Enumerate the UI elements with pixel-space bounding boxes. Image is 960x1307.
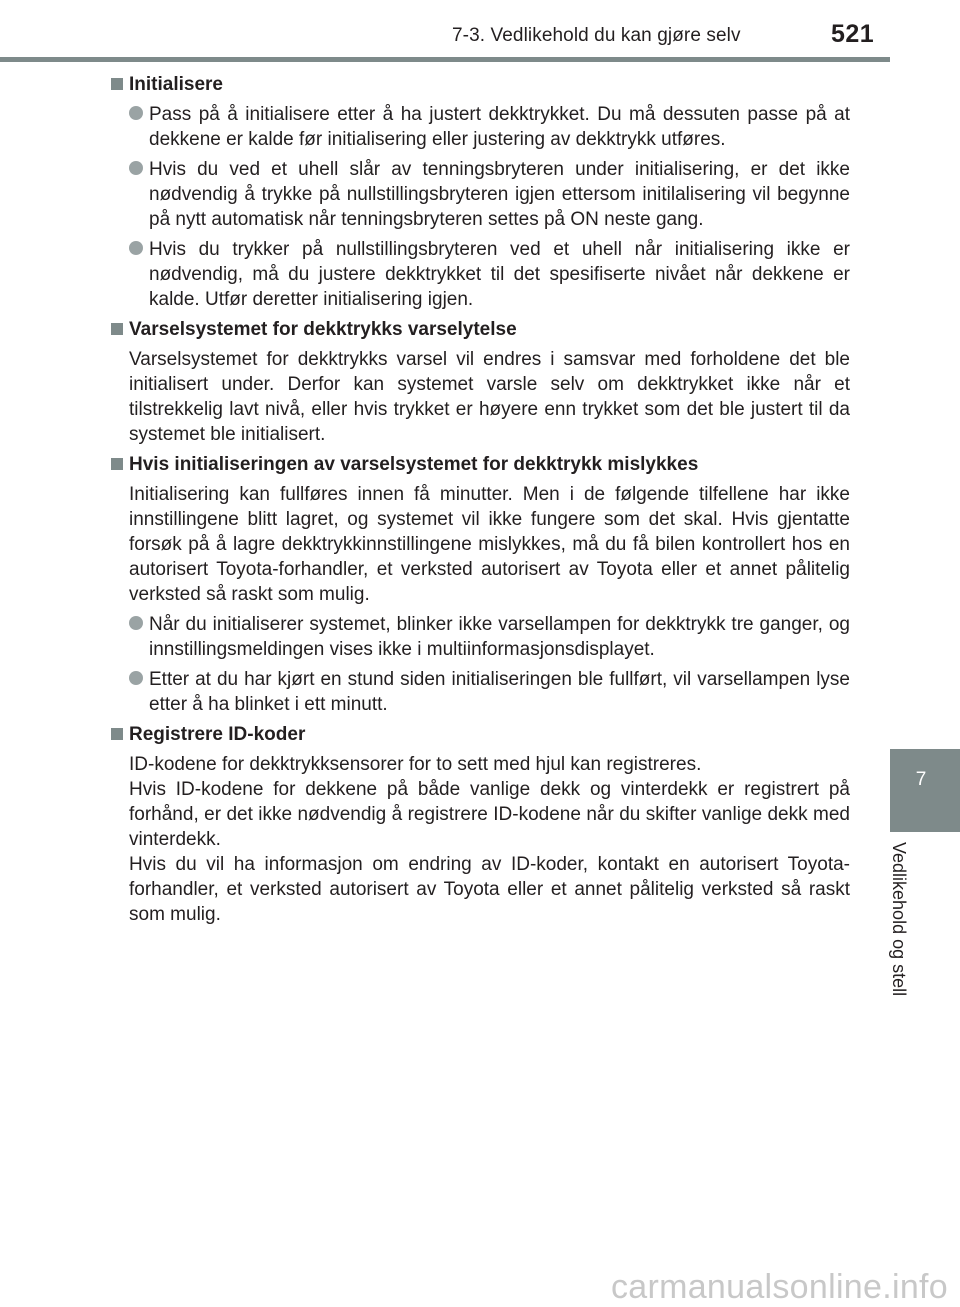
bullet-item xyxy=(110,667,850,717)
bullet-text: Hvis du trykker på nullstillingsbryteren ved et uhell når initialisering ikke er nødvendig, må du justere dekktrykket til det spesifiserte nivået når dekkene er kalde. Utfør deretter initialisering igjen. xyxy=(149,239,850,310)
bullet-text: Når du initialiserer systemet, blinker ikke varsellampen for dekktrykk tre ganger, og innstillingsmeldingen vises ikke i multiinformasjonsdisplayet. xyxy=(149,614,850,660)
bullet-item xyxy=(110,102,850,152)
chapter-title-vertical xyxy=(889,842,927,997)
circle-bullet-icon xyxy=(129,671,143,685)
bullet-item xyxy=(110,157,850,232)
main-content xyxy=(110,72,850,932)
section-heading xyxy=(110,722,850,747)
paragraph-text: ID-kodene for dekktrykksensorer for to sett med hjul kan registreres. xyxy=(129,754,702,775)
bullet-text: Hvis du ved et uhell slår av tenningsbryteren under initialisering, er det ikke nødvendig å trykke på nullstillingsbryteren igjen ettersom initilalisering vil begynne på nytt automatisk når tenningsbryteren settes på ON neste gang. xyxy=(149,159,850,230)
bullet-item xyxy=(110,237,850,312)
paragraph-text: Initialisering kan fullføres innen få minutter. Men i de følgende tilfellene har ikke innstillingene blitt lagret, og systemet vil ikke fungere som det skal. Hvis gjentatte forsøk på å lagre dekktrykkinnstillingene mislykkes, må du få bilen kontrollert hos en autorisert Toyota-forhandler, et verksted autorisert av Toyota eller et annet pålitelig verksted så raskt som mulig. xyxy=(129,484,850,605)
square-bullet-icon xyxy=(111,728,123,740)
paragraph xyxy=(110,482,850,607)
square-bullet-icon xyxy=(111,323,123,335)
site-watermark: carmanualsonline.info xyxy=(610,1268,948,1306)
heading-text: Initialisere xyxy=(129,74,223,95)
paragraph-text: Hvis du vil ha informasjon om endring av ID-koder, kontakt en autorisert Toyota-forhandler, et verksted autorisert av Toyota eller et annet pålitelig verksted så raskt som mulig. xyxy=(129,854,850,925)
paragraph xyxy=(110,347,850,447)
heading-text: Registrere ID-koder xyxy=(129,724,306,745)
chapter-number: 7 xyxy=(915,769,927,790)
circle-bullet-icon xyxy=(129,241,143,255)
circle-bullet-icon xyxy=(129,161,143,175)
circle-bullet-icon xyxy=(129,616,143,630)
chapter-title: Vedlikehold og stell xyxy=(889,842,909,997)
paragraph-text: Hvis ID-kodene for dekkene på både vanlige dekk og vinterdekk er registrert på forhånd, er det ikke nødvendig å registrere ID-kodene når du skifter vanlige dekk med vinterdekk. xyxy=(129,779,850,850)
heading-text: Varselsystemet for dekktrykks varselytelse xyxy=(129,319,517,340)
header-rule xyxy=(0,57,890,62)
bullet-text: Pass på å initialisere etter å ha justert dekktrykket. Du må dessuten passe på at dekkene er kalde før initialisering eller justering av dekktrykk utføres. xyxy=(149,104,850,150)
square-bullet-icon xyxy=(111,458,123,470)
chapter-tab xyxy=(890,749,960,832)
section-title: 7-3. Vedlikehold du kan gjøre selv xyxy=(452,25,741,46)
square-bullet-icon xyxy=(111,78,123,90)
section-heading xyxy=(110,317,850,342)
page-number: 521 xyxy=(831,20,875,48)
heading-text: Hvis initialiseringen av varselsystemet for dekktrykk mislykkes xyxy=(129,454,699,475)
paragraph xyxy=(110,752,850,927)
bullet-text: Etter at du har kjørt en stund siden initialiseringen ble fullført, vil varsellampen lyse etter å ha blinket i ett minutt. xyxy=(149,669,850,715)
section-heading xyxy=(110,72,850,97)
paragraph-text: Varselsystemet for dekktrykks varsel vil endres i samsvar med forholdene det ble initialisert under. Derfor kan systemet varsle selv om dekktrykket ikke når et tilstrekkelig lavt nivå, eller hvis trykket er høyere enn trykket som det ble justert til da systemet ble initialisert. xyxy=(129,349,850,445)
bullet-item xyxy=(110,612,850,662)
section-heading xyxy=(110,452,850,477)
circle-bullet-icon xyxy=(129,106,143,120)
